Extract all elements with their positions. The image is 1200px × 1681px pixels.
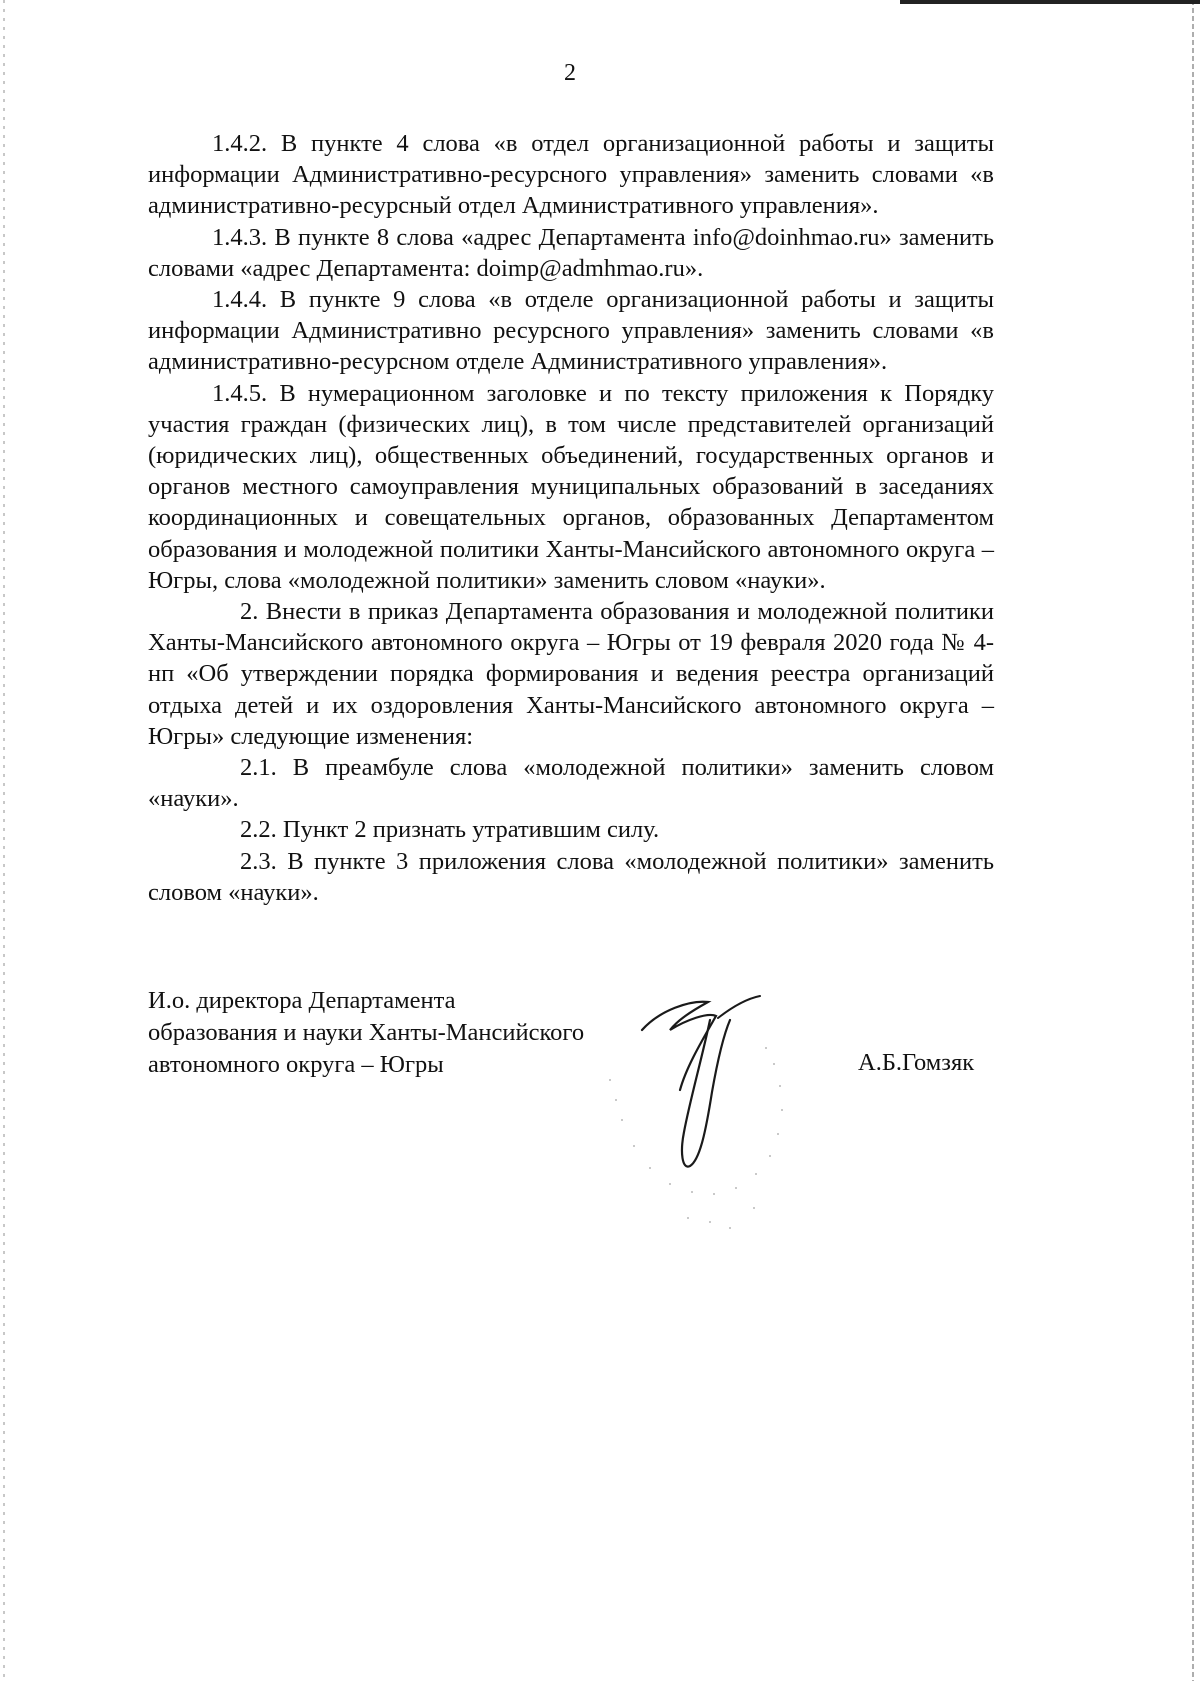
position-line-1: И.о. директора Департамента	[148, 987, 456, 1014]
scan-edge-left	[3, 0, 5, 1681]
handwritten-signature	[590, 960, 810, 1240]
paragraph-1-4-2: 1.4.2. В пункте 4 слова «в отдел организационной работы и защиты информации Административно-ресурсного управления» заменить словами «в административно-ресурсный отдел Административного управления».	[148, 130, 994, 220]
scan-edge-right	[1192, 0, 1194, 1681]
paragraph-2-3: 2.3. В пункте 3 приложения слова «молодежной политики» заменить словом «науки».	[148, 847, 994, 906]
signatory-position	[148, 985, 648, 1081]
position-line-3: автономного округа – Югры	[148, 1051, 444, 1078]
position-line-2: образования и науки Ханты-Мансийского	[148, 1019, 585, 1046]
document-body	[148, 128, 994, 908]
paragraph-2-2: 2.2. Пункт 2 признать утратившим силу.	[240, 816, 660, 844]
scan-edge-top	[900, 0, 1200, 4]
paragraph-2: 2. Внести в приказ Департамента образования и молодежной политики Ханты-Мансийского автономного округа – Югры от 19 февраля 2020 года № 4-нп «Об утверждении порядка формирования и ведения реестра организаций отдыха детей и их оздоровления Ханты-Мансийского автономного округа – Югры» следующие изменения:	[148, 598, 994, 750]
paragraph-1-4-3: 1.4.3. В пункте 8 слова «адрес Департамента info@doinhmao.ru» заменить словами «адрес Департамента: doimp@admhmao.ru».	[148, 223, 994, 282]
signer-name: А.Б.Гомзяк	[858, 1049, 975, 1076]
paragraph-2-1: 2.1. В преамбуле слова «молодежной политики» заменить словом «науки».	[148, 754, 994, 813]
paragraph-1-4-4: 1.4.4. В пункте 9 слова «в отделе организационной работы и защиты информации Административно ресурсного управления» заменить словами «в административно-ресурсном отделе Административного управления».	[148, 286, 994, 376]
paragraph-1-4-5: 1.4.5. В нумерационном заголовке и по тексту приложения к Порядку участия граждан (физических лиц), в том числе представителей организаций (юридических лиц), общественных объединений, государственных органов и органов местного самоуправления муниципальных образований в заседаниях координационных и совещательных органов, образованных Департаментом образования и молодежной политики Ханты-Мансийского автономного округа – Югры, слова «молодежной политики» заменить словом «науки».	[148, 379, 994, 594]
page-number: 2	[564, 60, 576, 86]
